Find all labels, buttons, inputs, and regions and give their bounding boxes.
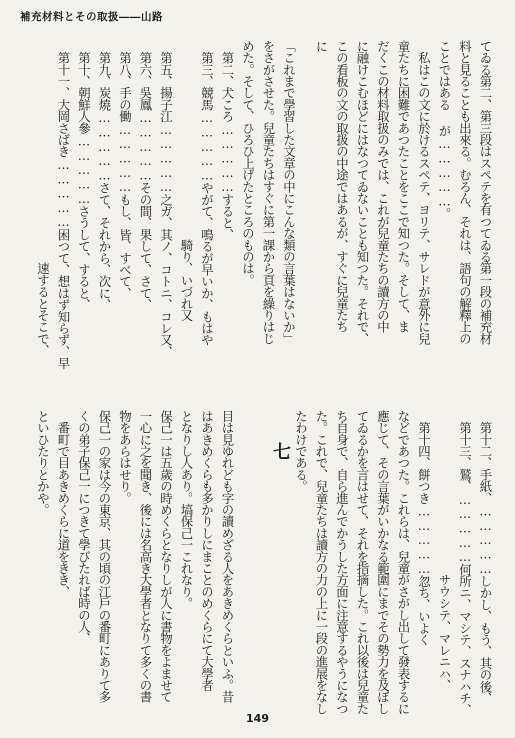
- body-text-lower-left: 目は見ゆれども字の讀めざる人をあきめくらといふ。昔 はあきめくらも多かりしにまことのめくらにて大學者 となりし人あり。塙保己一これなり。 保己一は五歲の時めくらとなりしが人に書物をよませて 一心に之を聞き、後には名高き大學者となりて多くの書 物をあらはせり。 保己一の家は今の東京、其の頃の江戶の番町にありて多 くの弟子保己一につきて學びたれば時の人、 番町で目あきめくらに道をきき、 といひたりとかや。: [35, 410, 235, 703]
- body-text-upper-right: てゐる第二、第三段はスペテを有つてゐる第一段の補充材 料と見ることも出來る。むろん、それは、語句の解釋上の ことではある が……………。 私はこの文に於けるスペテ、ヨリテ、サレドが意外に兒 童たちに困難であつたことをここで知つた。そして、ま だくこの材料取扱のみでは、これが兒童たちの讀方の中 に融けこむほどにはなつてゐないことも知つた。それで、 この看板の文の取扱の中途ではあるが、すぐに兒童たち に: [314, 40, 493, 345]
- page-number: 149: [246, 712, 269, 725]
- section-number: 七: [273, 442, 291, 463]
- body-text-upper-left: 「これまで學習した文章の中にこんな類の言葉はないか」 をさがさせた。兒童たちはすぐに第一課から頁を繰りはじ めた。そして、ひろひ上げたところのものは。 第二、犬ころ……………すると、 第三、競馬……………やがて、鳴るが早いか、もはや 騎り、いづれ又 第五、揚子江……………之ガ、其ノ、コトニ、コレ又、 第六、吳鳳……………その間、果して、さて、 第八、手の働……………もし、皆、すべて、 第九、炭燒……………さて、それから、次に、 第十、朝鮮人參……………さうして、すると、 第十一、大岡さばき……………困つて、想はず知らず、早 速するとそこで、: [35, 40, 297, 369]
- running-header: 補充材料とその取扱――山路: [20, 11, 163, 23]
- body-text-lower-right: 第十二、手紙、……………しかし、もう、其の後、 第十三、鷲、……………何所ニ、マシテ、スナハチ、 サウシテ、マレニハ、 第十四、餅つき……………忽ち、いよく などであつた。これらは、兒童がさがし出して發表するに 應じて、その言葉がいかなる範圍にまでその勢力を及ぼし てゐるかを言はせて、それを指摘した。これ以後は兒童た ち自身で、自ら進んでかうした方面に注意するやうになつ た。これで、兒童たちは讀方の力の上に一段の進展をなし たわけである。: [293, 410, 493, 716]
